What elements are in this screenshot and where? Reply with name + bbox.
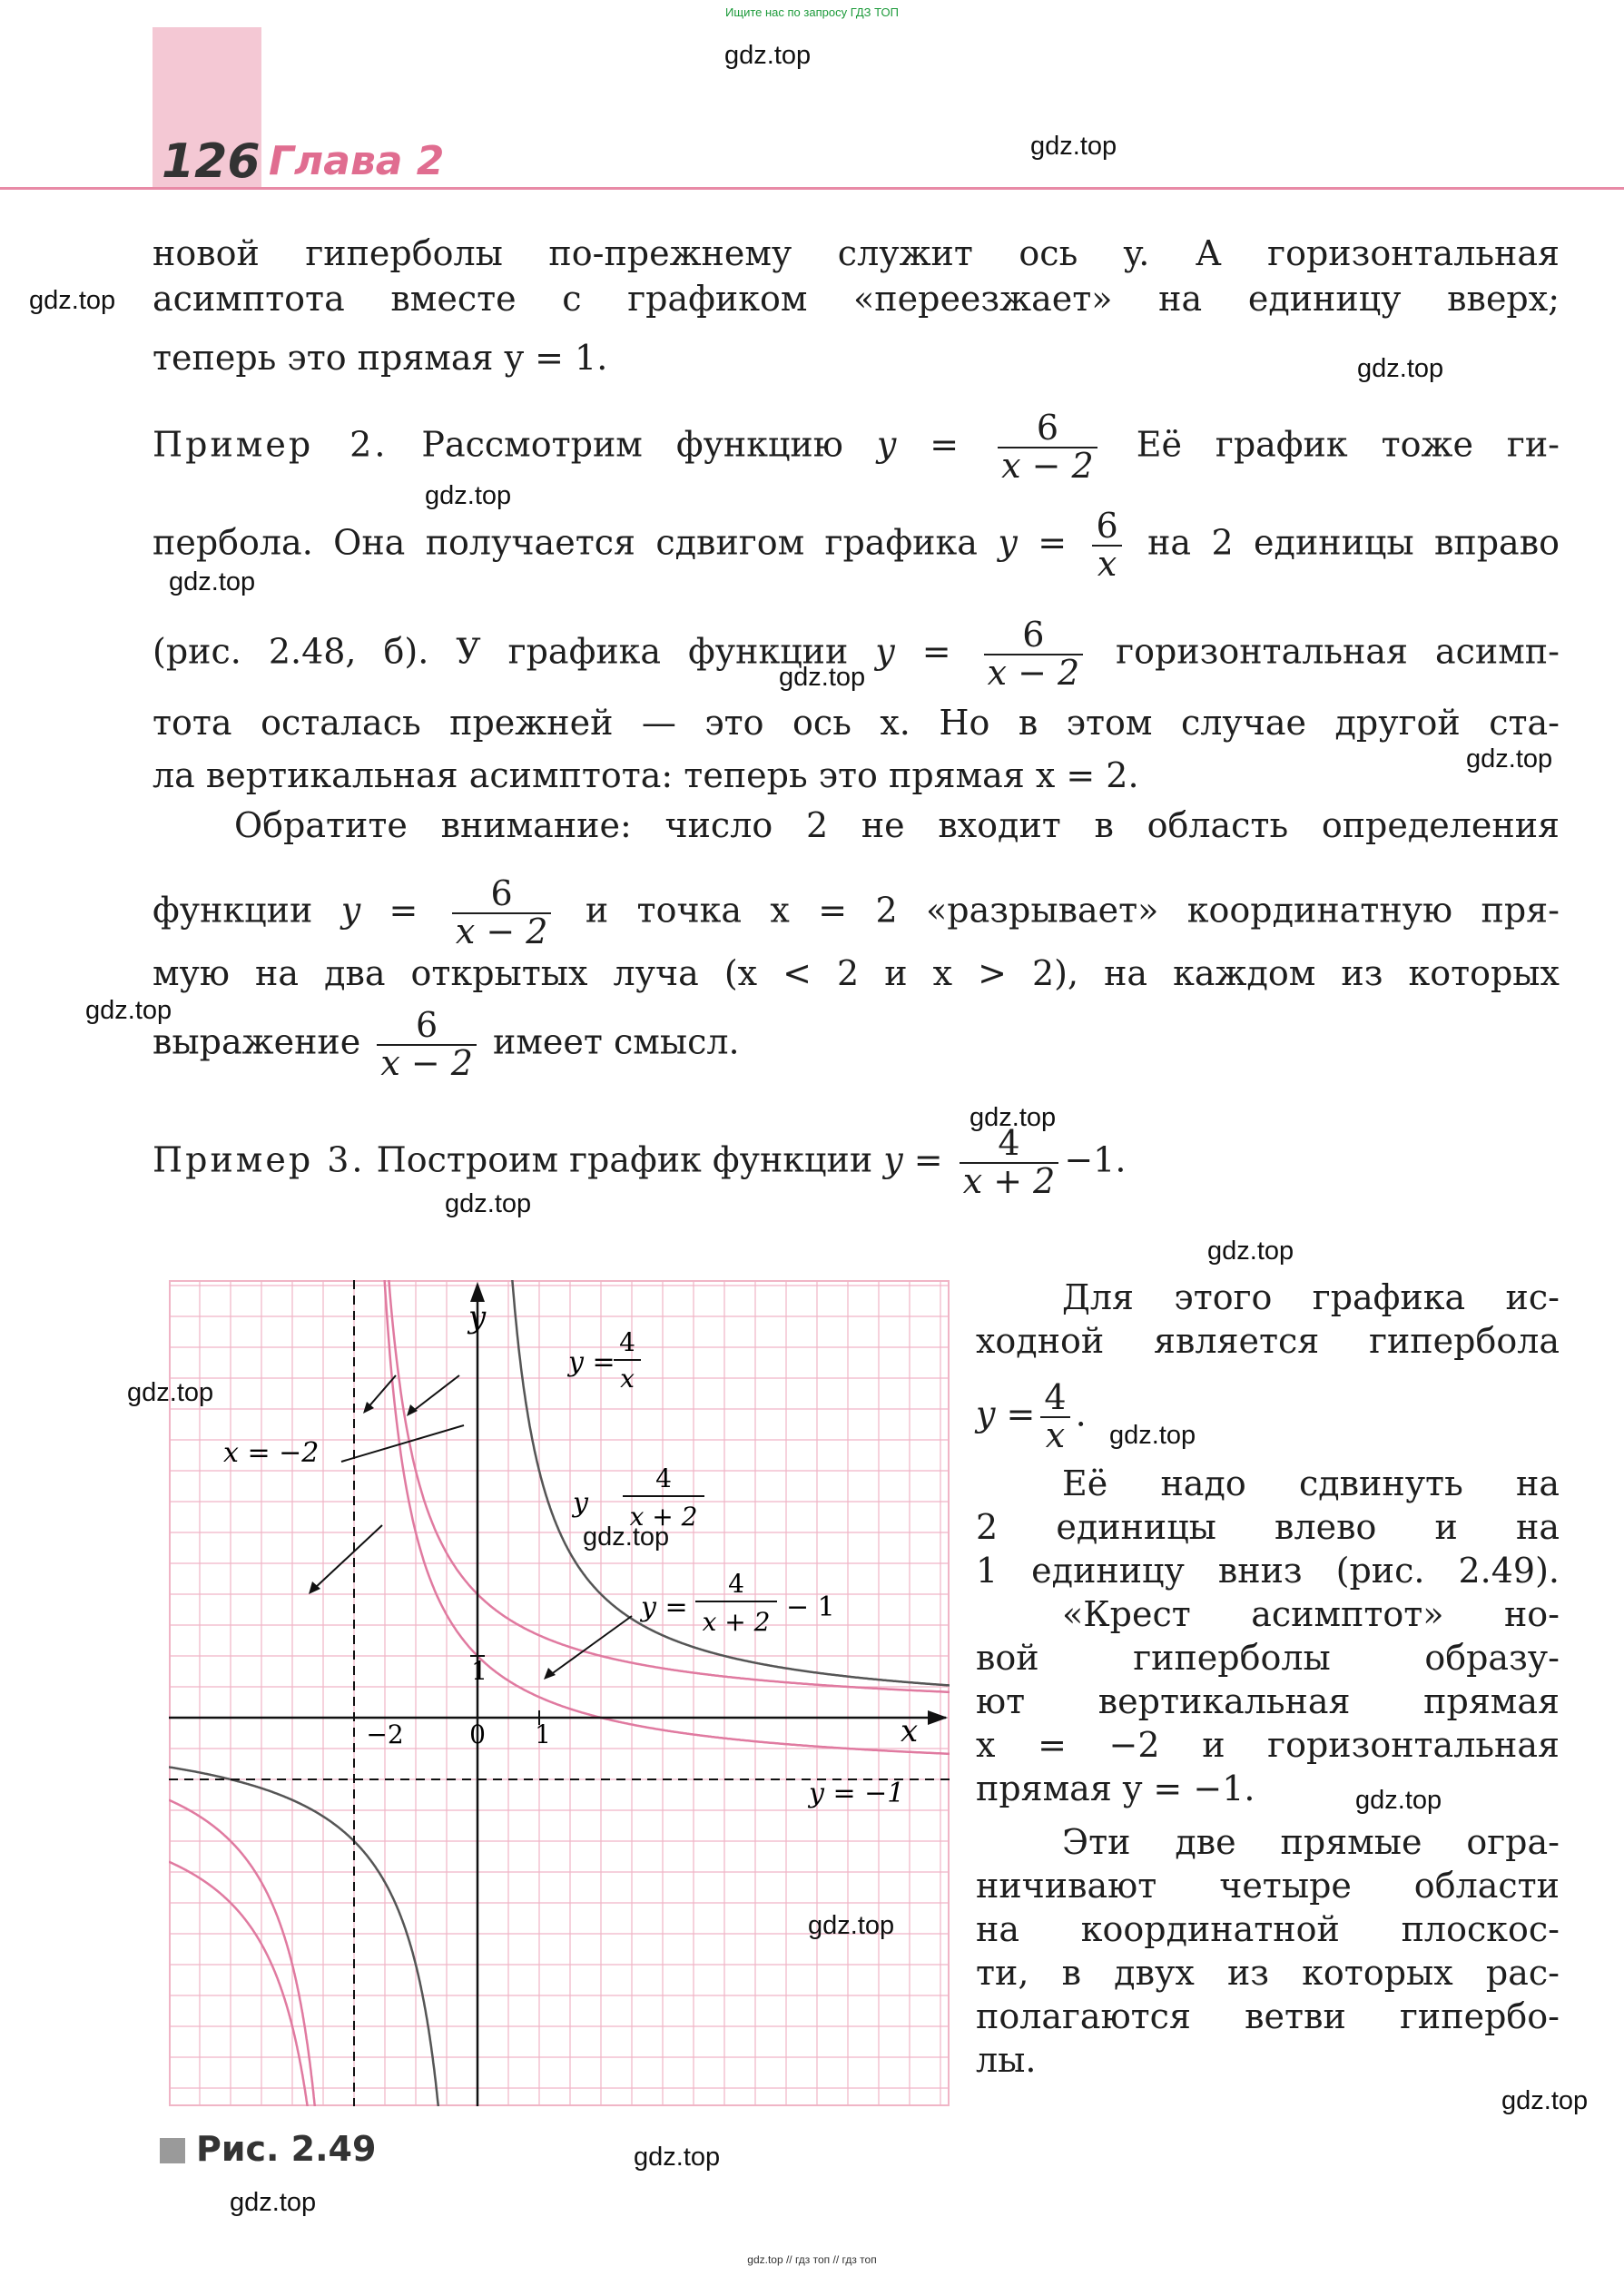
fraction-6-over-x-minus-2 xyxy=(984,617,1084,692)
right-line-3 xyxy=(976,1377,1560,1455)
example-3-text-b: −1. xyxy=(1064,1139,1127,1180)
text-line-11: мую на два открытых луча (x < 2 и x > 2), на каждом из которых xyxy=(153,953,1560,993)
denominator: x − 2 xyxy=(455,911,548,951)
text-line-10 xyxy=(153,873,1560,951)
y-equals: y = xyxy=(340,890,418,931)
right-line-13: ничивают четыре области xyxy=(976,1866,1560,1906)
text-line-1: новой гиперболы по-прежнему служит ось y. А горизонтальная xyxy=(153,233,1560,273)
label-f2-y: y xyxy=(573,1487,588,1519)
text-line-9: Обратите внимание: число 2 не входит в область определения xyxy=(234,805,1560,845)
denominator: x − 2 xyxy=(380,1042,473,1083)
text-line-7: тота осталась прежней — это ось x. Но в этом случае другой ста- xyxy=(153,703,1560,743)
right-line-4: Её надо сдвинуть на xyxy=(1062,1463,1560,1503)
label-f1-den: x xyxy=(620,1364,635,1394)
graph-border xyxy=(170,1281,949,2105)
right-line-6: 1 единицу вниз (рис. 2.49). xyxy=(976,1551,1560,1591)
right-line-2: ходной является гипербола xyxy=(976,1321,1560,1361)
watermark: gdz.top xyxy=(169,567,256,596)
numerator: 4 xyxy=(960,1126,1059,1164)
text-line-12b: имеет смысл. xyxy=(493,1021,740,1062)
tick-label-m2: −2 xyxy=(366,1719,404,1749)
right-line-8: вой гиперболы образу- xyxy=(976,1638,1560,1678)
text-line-5b: на 2 единицы вправо xyxy=(1147,522,1560,563)
text-line-10b: и точка x = 2 «разрывает» координатную пря- xyxy=(585,890,1560,931)
figure-caption-text: Рис. 2.49 xyxy=(196,2129,377,2169)
right-line-16: полагаются ветви гипербо- xyxy=(976,1996,1560,2036)
curve-4-over-x-plus-2-negative-branch xyxy=(169,1800,316,2106)
example-2-line xyxy=(153,410,1560,485)
right-line-14: на координатной плоскос- xyxy=(976,1909,1560,1949)
pointer-line-xm2 xyxy=(341,1425,464,1462)
tick-label-0: 0 xyxy=(469,1719,486,1749)
y-equals: y = xyxy=(876,424,960,465)
pointer-line-f1b xyxy=(412,1375,459,1412)
denominator: x xyxy=(1045,1414,1066,1455)
numerator: 4 xyxy=(1040,1380,1069,1418)
right-line-10: x = −2 и горизонтальная xyxy=(976,1725,1560,1765)
numerator: 6 xyxy=(984,617,1084,655)
label-f3-num: 4 xyxy=(728,1569,744,1599)
text-line-8: ла вертикальная асимптота: теперь это прямая x = 2. xyxy=(153,755,1139,795)
example-3-text-a: Построим график функции xyxy=(376,1139,873,1180)
text-line-5 xyxy=(153,508,1560,583)
right-line-15: ти, в двух из которых рас- xyxy=(976,1953,1560,1993)
denominator: x xyxy=(1097,543,1117,584)
pointer-line-f1 xyxy=(367,1375,396,1409)
text-line-6a: (рис. 2.48, б). У графика функции xyxy=(153,631,849,672)
fraction-6-over-x-minus-2 xyxy=(377,1005,477,1083)
watermark: gdz.top xyxy=(1466,744,1553,773)
numerator: 6 xyxy=(1092,508,1121,547)
right-line-5: 2 единицы влево и на xyxy=(976,1507,1560,1547)
numerator: 6 xyxy=(998,410,1097,448)
watermark: gdz.top xyxy=(969,1103,1057,1132)
label-f3-tail: − 1 xyxy=(786,1591,835,1623)
graph-grid xyxy=(169,1280,950,2106)
watermark: gdz.top xyxy=(583,1522,670,1552)
watermark: gdz.top xyxy=(724,41,812,70)
watermark: gdz.top xyxy=(230,2188,317,2217)
y-equals: y = xyxy=(976,1394,1036,1434)
curve-4-over-x-plus-2-minus-1-negative-branch xyxy=(169,1862,310,2106)
denominator: x + 2 xyxy=(962,1160,1056,1201)
watermark: gdz.top xyxy=(425,481,512,510)
curve-4-over-x-negative-branch xyxy=(169,1767,440,2106)
example-2-label: Пример 2. xyxy=(153,424,389,465)
example-3-label: Пример 3. xyxy=(153,1139,366,1180)
text-line-12a: выражение xyxy=(153,1021,361,1062)
watermark: gdz.top xyxy=(1109,1421,1196,1450)
right-line-1: Для этого графика ис- xyxy=(1062,1277,1560,1317)
y-equals: y = xyxy=(883,1139,943,1180)
label-f3-y: y = xyxy=(641,1591,688,1623)
top-note: Ищите нас по запросу ГДЗ ТОП xyxy=(725,5,899,19)
figure-caption xyxy=(160,2129,376,2169)
right-line-7: «Крест асимптот» но- xyxy=(1062,1594,1560,1634)
watermark: gdz.top xyxy=(1501,2086,1589,2115)
fraction-6-over-x xyxy=(1092,508,1121,583)
example-2-text-b: Её график тоже ги- xyxy=(1136,424,1560,465)
y-axis-label: y xyxy=(468,1299,487,1335)
label-f2-den: x + 2 xyxy=(629,1502,698,1532)
numerator: 6 xyxy=(452,876,552,914)
tick-label-y1: 1 xyxy=(471,1656,487,1686)
watermark: gdz.top xyxy=(445,1189,532,1218)
watermark: gdz.top xyxy=(1030,132,1117,161)
watermark: gdz.top xyxy=(127,1378,214,1407)
bottom-note: gdz.top // гдз топ // гдз топ xyxy=(747,2253,877,2266)
text-line-6b: горизонтальная асимп- xyxy=(1116,631,1560,672)
fraction-6-over-x-minus-2 xyxy=(452,873,552,951)
numerator: 6 xyxy=(377,1008,477,1046)
x-axis-label: x xyxy=(901,1713,919,1749)
watermark: gdz.top xyxy=(808,1911,895,1940)
page-number: 126 xyxy=(162,134,261,189)
label-f1-y: y = xyxy=(568,1346,615,1378)
right-line-17: лы. xyxy=(976,2040,1037,2080)
watermark: gdz.top xyxy=(1357,354,1444,383)
pointer-line-f2 xyxy=(314,1525,382,1589)
text-line-2: асимптота вместе с графиком «переезжает» на единицу вверх; xyxy=(153,279,1560,319)
right-line-9: ют вертикальная прямая xyxy=(976,1681,1560,1721)
watermark: gdz.top xyxy=(85,996,172,1025)
label-x-eq-m2: x = −2 xyxy=(223,1437,320,1469)
text-line-3: теперь это прямая y = 1. xyxy=(153,338,608,378)
y-equals: y = xyxy=(998,522,1068,563)
right-line-12: Эти две прямые огра- xyxy=(1062,1822,1560,1862)
watermark: gdz.top xyxy=(1355,1786,1442,1815)
watermark: gdz.top xyxy=(779,663,866,692)
label-y-eq-m1: y = −1 xyxy=(809,1778,905,1809)
label-f2-num: 4 xyxy=(655,1463,672,1493)
fraction-6-over-x-minus-2 xyxy=(998,410,1097,485)
denominator: x − 2 xyxy=(987,652,1080,693)
pointer-head-f3 xyxy=(544,1668,556,1680)
watermark: gdz.top xyxy=(29,286,116,315)
caption-square-icon xyxy=(160,2138,185,2163)
example-3-line xyxy=(153,1123,1560,1201)
text-line-10a: функции xyxy=(153,890,313,931)
text-line-12 xyxy=(153,1005,1560,1083)
right-line-3-dot: . xyxy=(1075,1394,1087,1434)
denominator: x − 2 xyxy=(1001,445,1094,486)
chapter-title: Глава 2 xyxy=(269,138,445,184)
figure-2-49-graph xyxy=(169,1280,950,2106)
label-f3-den: x + 2 xyxy=(702,1607,771,1637)
watermark: gdz.top xyxy=(634,2143,721,2172)
text-line-5a: пербола. Она получается сдвигом графика xyxy=(153,522,978,563)
right-line-11: прямая y = −1. xyxy=(976,1769,1255,1808)
x-axis-arrow xyxy=(928,1710,948,1725)
watermark: gdz.top xyxy=(1207,1237,1294,1266)
y-equals: y = xyxy=(875,631,951,672)
tick-label-1: 1 xyxy=(535,1719,551,1749)
label-f1-num: 4 xyxy=(619,1327,635,1357)
example-2-text-a: Рассмотрим функцию xyxy=(421,424,843,465)
fraction-4-over-x-plus-2 xyxy=(960,1123,1059,1201)
fraction-4-over-x xyxy=(1040,1377,1069,1455)
